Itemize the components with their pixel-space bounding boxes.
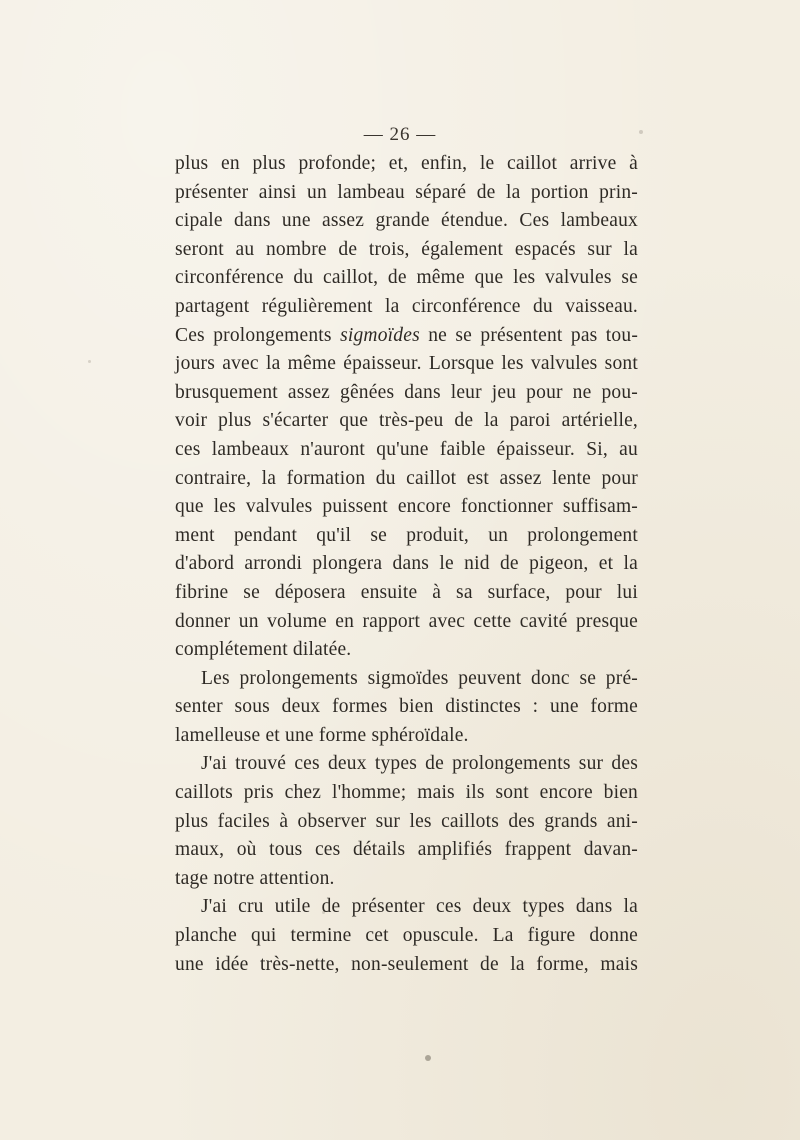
- line-7-end: ne se présentent pas tou-: [428, 324, 639, 346]
- text-line-10: voir plus s'écarter que très-peu de la paroi artérielle,: [175, 410, 638, 432]
- text-line-16: fibrine se déposera ensuite à sa surface, pour lui: [175, 581, 638, 603]
- text-line-19: Les prolongements sigmoïdes peuvent donc se pré-: [201, 667, 638, 689]
- text-line-18: complétement dilatée.: [175, 639, 352, 661]
- text-line-3: cipale dans une assez grande étendue. Ces lambeaux: [175, 210, 638, 232]
- paper-speck: [425, 1055, 431, 1061]
- paper-speck: [322, 911, 325, 914]
- text-line-4: seront au nombre de trois, également espacés sur la: [175, 238, 638, 260]
- text-line-14: ment pendant qu'il se produit, un prolongement: [175, 524, 638, 546]
- text-line-15: d'abord arrondi plongera dans le nid de pigeon, et la: [175, 553, 638, 575]
- text-line-8: jours avec la même épaisseur. Lorsque les valvules sont: [175, 353, 638, 375]
- text-line-13: que les valvules puissent encore fonctionner suffisam-: [175, 496, 638, 518]
- text-line-29: une idée très-nette, non-seulement de la forme, mais: [175, 953, 638, 975]
- text-line-7: [175, 322, 638, 351]
- italic-word-sigmoides: sigmoïdes: [340, 324, 420, 346]
- text-line-12: contraire, la formation du caillot est assez lente pour: [175, 467, 638, 489]
- paper-speck: [639, 130, 643, 134]
- text-line-28: planche qui termine cet opuscule. La figure donne: [175, 925, 638, 947]
- text-line-24: plus faciles à observer sur les caillots des grands ani-: [175, 810, 638, 832]
- line-7-start: Ces prolongements: [175, 324, 332, 346]
- text-line-26: tage notre attention.: [175, 867, 335, 889]
- text-line-20: senter sous deux formes bien distinctes : une forme: [175, 696, 638, 718]
- text-line-1: plus en plus profonde; et, enfin, le caillot arrive à: [175, 153, 638, 174]
- text-line-2: présenter ainsi un lambeau séparé de la portion prin-: [175, 181, 638, 203]
- text-line-27: J'ai cru utile de présenter ces deux types dans la: [201, 896, 638, 918]
- text-line-9: brusquement assez gênées dans leur jeu pour ne pou-: [175, 381, 638, 403]
- paper-speck: [88, 360, 91, 363]
- text-line-6: partagent régulièrement la circonférence du vaisseau.: [175, 295, 638, 317]
- text-line-17: donner un volume en rapport avec cette cavité presque: [175, 610, 638, 632]
- text-line-11: ces lambeaux n'auront qu'une faible épaisseur. Si, au: [175, 438, 638, 460]
- text-line-21: lamelleuse et une forme sphéroïdale.: [175, 724, 469, 746]
- text-line-23: caillots pris chez l'homme; mais ils sont encore bien: [175, 782, 638, 804]
- page-number: — 26 —: [363, 124, 437, 145]
- text-line-22: J'ai trouvé ces deux types de prolongements sur des: [201, 753, 638, 775]
- text-line-25: maux, où tous ces détails amplifiés frappent davan-: [175, 839, 638, 861]
- text-line-5: circonférence du caillot, de même que les valvules se: [175, 267, 638, 289]
- body-text: [175, 150, 638, 979]
